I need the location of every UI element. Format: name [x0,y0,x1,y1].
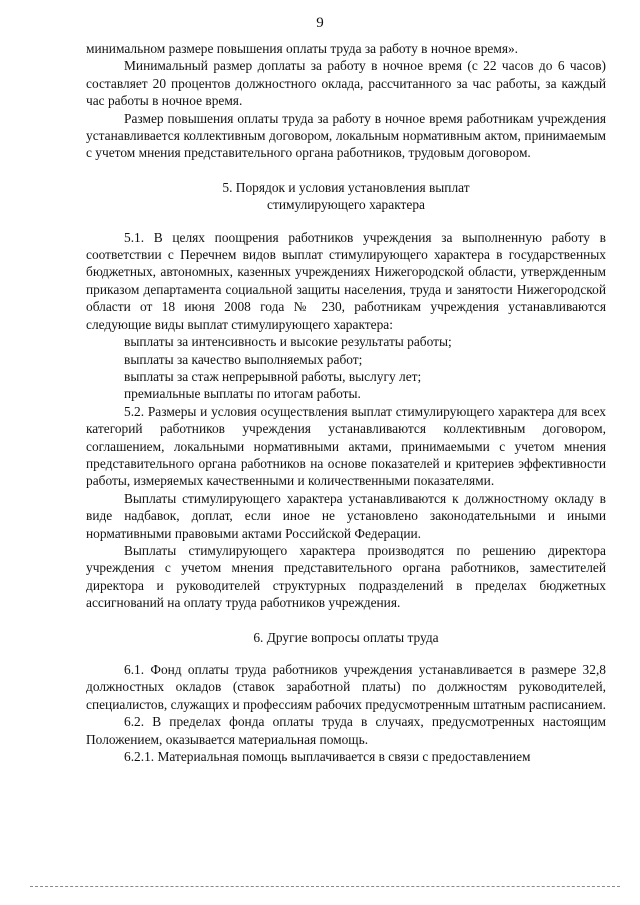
list-item-intensity: выплаты за интенсивность и высокие результаты работы; [124,334,452,350]
spacer [86,612,606,629]
document-body [86,40,606,765]
paragraph-payments-decision: Выплаты стимулирующего характера производятся по решению директора учреждения с учетом мнения представительного органа работников, заместителей директора и руководителей структурных подразделений в пределах бюджетных ассигнований на оплату труда работников учреждения. [86,542,606,611]
list-item-bonus: премиальные выплаты по итогам работы. [124,386,361,402]
section-5-heading-line-2: стимулирующего характера [267,197,425,213]
list-item-quality: выплаты за качество выполняемых работ; [124,351,363,367]
paragraph-5-1: 5.1. В целях поощрения работников учреждения за выполненную работу в соответствии с Перечнем видов выплат стимулирующего характера в государственных бюджетных, автономных, казенных учреждениях Нижегородской области, утвержденным приказом департамента социальной защиты населения, труда и занятости Нижегородской области от 18 июня 2008 года № 230, работникам учреждения устанавливаются следующие виды выплат стимулирующего характера: [86,229,606,332]
spacer [86,214,606,229]
paragraph-6-2: 6.2. В пределах фонда оплаты труда в случаях, предусмотренных настоящим Положением, оказывается материальная помощь. [86,714,606,747]
section-5-heading-line-1: 5. Порядок и условия установления выплат [222,179,470,195]
paragraph-night-work-minimum: Минимальный размер доплаты за работу в ночное время (с 22 часов до 6 часов) составляет 20 процентов должностного оклада, рассчитанного за час работы, за каждый час работы в ночное время. [86,58,606,109]
paragraph-night-work-size: Размер повышения оплаты труда за работу в ночное время работникам учреждения устанавливается коллективным договором, локальным нормативным актом, принимаемым с учетом мнения представительного органа работников, трудовым договором. [86,110,606,161]
paragraph-6-1: 6.1. Фонд оплаты труда работников учреждения устанавливается в размере 32,8 должностных окладов (ставок заработной платы) по должностям руководителей, специалистов, служащих и профессиям рабочих предусмотренным штатным расписанием. [86,662,606,712]
paragraph-allowances: Выплаты стимулирующего характера устанавливаются к должностному окладу в виде надбавок, доплат, если иное не установлено законодательными и иными нормативными правовыми актами Российской Федерации. [86,490,606,541]
page-number: 9 [316,15,324,31]
section-6-heading: 6. Другие вопросы оплаты труда [253,629,439,645]
list-item-seniority: выплаты за стаж непрерывной работы, выслугу лет; [124,368,422,384]
paragraph-continuation: минимальном размере повышения оплаты труда за работу в ночное время». [86,41,519,56]
bottom-divider [30,886,620,887]
paragraph-5-2: 5.2. Размеры и условия осуществления выплат стимулирующего характера для всех категорий работников учреждения устанавливаются коллективным договором, соглашением, локальными нормативными актами, принимаемыми с учетом мнения представительного органа работников на основе показателей и критериев эффективности работы, измеряемых качественными и количественными показателями. [86,403,606,489]
spacer [86,162,606,179]
spacer [86,646,606,661]
paragraph-6-2-1: 6.2.1. Материальная помощь выплачивается в связи с предоставлением [124,749,531,765]
